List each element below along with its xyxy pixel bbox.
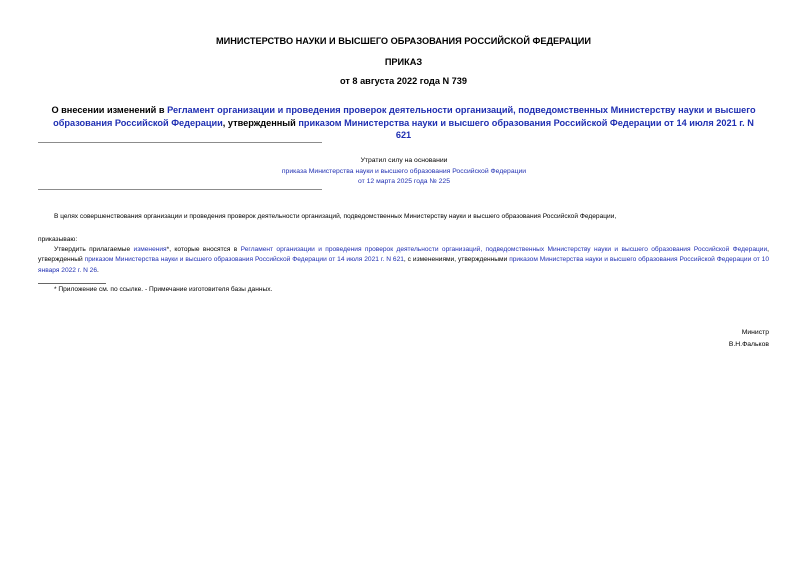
divider-bottom [38, 189, 322, 190]
link-repealing-order[interactable]: приказа Министерства науки и высшего образования Российской Федерации [281, 167, 527, 175]
signature-block [729, 327, 769, 351]
status-note [240, 156, 568, 188]
link-order-621[interactable]: приказом Министерства науки и высшего образования Российской Федерации от 14 июля 2021 г. N 621 [84, 256, 404, 264]
order-text-3: , утвержденный [38, 246, 769, 264]
order-text-1: Утвердить прилагаемые [54, 246, 134, 253]
title-text-1: О внесении изменений в [51, 105, 168, 115]
footnote: * Приложение см. по ссылке. - Примечание изготовителя базы данных. [54, 286, 273, 293]
order-word: приказываю: [38, 236, 78, 243]
order-paragraph [38, 245, 769, 276]
status-note-text: Утратил силу на основании [360, 157, 448, 164]
signatory-name: В.Н.Фальков [728, 341, 769, 348]
ministry-heading: МИНИСТЕРСТВО НАУКИ И ВЫСШЕГО ОБРАЗОВАНИЯ РОССИЙСКОЙ ФЕДЕРАЦИИ [215, 36, 591, 46]
order-text-2: *, которые вносятся в [166, 246, 241, 253]
title-text-2: , утвержденный [222, 117, 299, 128]
link-repealing-order-date[interactable]: от 12 марта 2025 года № 225 [358, 178, 450, 186]
order-text-5: . [97, 266, 99, 274]
document-date-number: от 8 августа 2022 года N 739 [339, 76, 468, 86]
signatory-position: Министр [741, 329, 769, 336]
link-reglament-title[interactable]: Регламент организации и проведения проверок деятельности организаций, подведомственных Министерству науки и высшего образования Российской Федерации [53, 105, 756, 128]
document-type: ПРИКАЗ [384, 57, 423, 67]
footnote-divider [38, 283, 106, 284]
order-text-4: , с изменениями, утвержденными [403, 256, 510, 264]
link-changes[interactable]: изменения [133, 246, 167, 253]
divider-top [38, 142, 322, 143]
preamble-paragraph: В целях совершенствования организации и проведения проверок деятельности организаций, подведомственных Министерству науки и высшего образования Российской Федерации, [54, 213, 617, 220]
link-order-26[interactable]: приказом Министерства науки и высшего образования Российской Федерации от 10 января 2022 г. N 26 [38, 256, 770, 274]
link-reglament[interactable]: Регламент организации и проведения проверок деятельности организаций, подведомственных Министерству науки и высшего образования Российской Федерации [240, 246, 768, 253]
link-order-621-title[interactable]: приказом Министерства науки и высшего образования Российской Федерации от 14 июля 2021 г. N 621 [298, 117, 754, 140]
document-title [46, 104, 761, 142]
